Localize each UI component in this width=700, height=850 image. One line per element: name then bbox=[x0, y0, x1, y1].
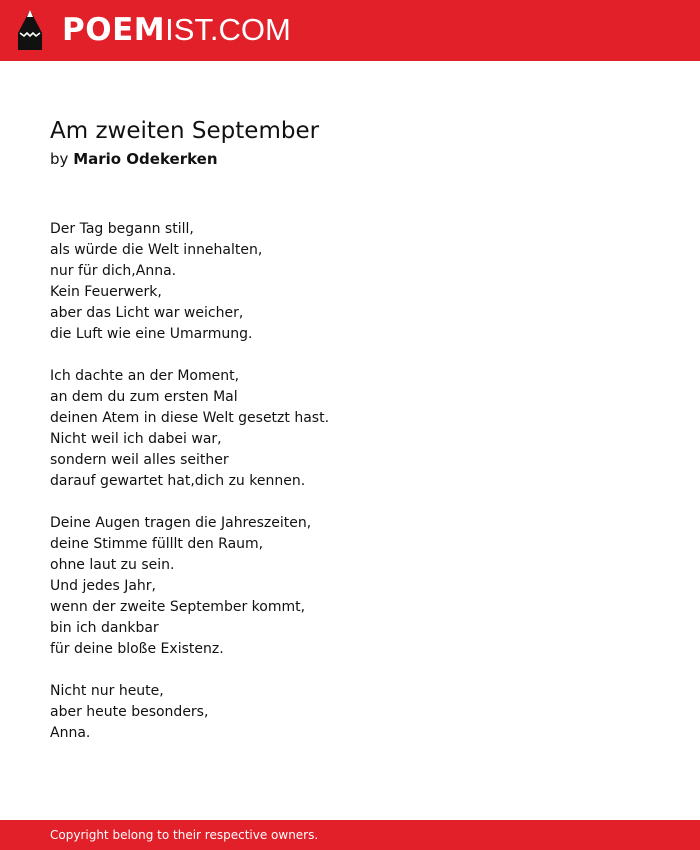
poem-line: Nicht weil ich dabei war, bbox=[50, 431, 222, 447]
poem-line: als würde die Welt innehalten, bbox=[50, 242, 263, 258]
logo-text-strong: POEM bbox=[62, 12, 166, 48]
by-label: by bbox=[50, 150, 69, 168]
poem-line: aber heute besonders, bbox=[50, 704, 209, 720]
poem-stanza bbox=[50, 681, 650, 744]
poem-stanza bbox=[50, 219, 650, 345]
poem-line: wenn der zweite September kommt, bbox=[50, 599, 306, 615]
poem-line: darauf gewartet hat,dich zu kennen. bbox=[50, 473, 306, 489]
poem-line: an dem du zum ersten Mal bbox=[50, 389, 238, 405]
site-header bbox=[0, 0, 700, 61]
copyright-notice: Copyright belong to their respective owners. bbox=[50, 828, 319, 842]
poem-line: Kein Feuerwerk, bbox=[50, 284, 162, 300]
site-footer bbox=[0, 820, 700, 850]
pencil-icon[interactable] bbox=[17, 9, 43, 51]
poem-line: deinen Atem in diese Welt gesetzt hast. bbox=[50, 410, 330, 426]
poem-line: Der Tag begann still, bbox=[50, 221, 194, 237]
poem-line: Deine Augen tragen die Jahreszeiten, bbox=[50, 515, 312, 531]
poem-title: Am zweiten September bbox=[50, 118, 320, 144]
poem-line: sondern weil alles seither bbox=[50, 452, 229, 468]
poem-body bbox=[50, 219, 650, 765]
poem-line: bin ich dankbar bbox=[50, 620, 159, 636]
poem-stanza bbox=[50, 366, 650, 492]
poem-line: für deine bloße Existenz. bbox=[50, 641, 224, 657]
poem-line: deine Stimme fülllt den Raum, bbox=[50, 536, 264, 552]
author-name: Mario Odekerken bbox=[73, 150, 218, 168]
poem-stanza bbox=[50, 513, 650, 660]
poem-line: Anna. bbox=[50, 725, 91, 741]
poem-line: Nicht nur heute, bbox=[50, 683, 164, 699]
site-logo[interactable] bbox=[62, 11, 291, 49]
byline bbox=[50, 149, 218, 169]
poem-line: aber das Licht war weicher, bbox=[50, 305, 244, 321]
poem-line: Ich dachte an der Moment, bbox=[50, 368, 240, 384]
poem-line: die Luft wie eine Umarmung. bbox=[50, 326, 253, 342]
poem-line: ohne laut zu sein. bbox=[50, 557, 175, 573]
logo-text-light: IST.COM bbox=[165, 12, 291, 47]
poem-line: nur für dich,Anna. bbox=[50, 263, 177, 279]
poem-line: Und jedes Jahr, bbox=[50, 578, 156, 594]
